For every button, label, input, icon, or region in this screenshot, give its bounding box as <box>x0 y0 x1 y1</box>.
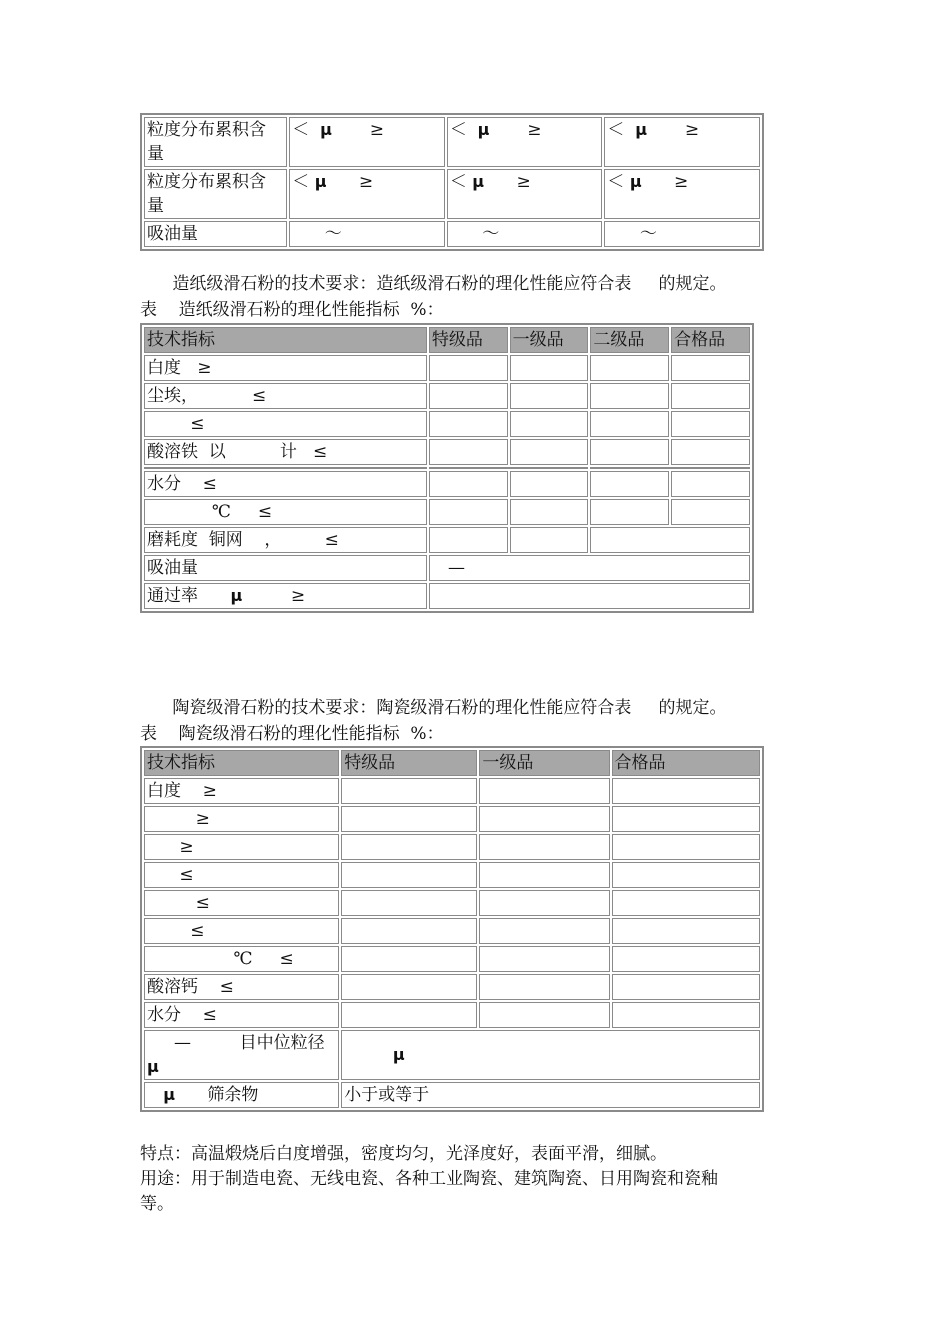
table-row <box>144 439 750 465</box>
column-header: 特级品 <box>341 750 477 776</box>
table-row <box>144 467 750 469</box>
table-row <box>144 471 750 497</box>
table-row <box>144 583 750 609</box>
table-row <box>144 355 750 381</box>
row-label: 磨耗度 铜网 ， ≤ <box>144 527 427 553</box>
table-row <box>144 117 760 167</box>
table-row <box>144 974 760 1000</box>
row-label: 水分 ≤ <box>144 471 427 497</box>
table3 <box>140 746 764 1112</box>
table-row <box>144 918 760 944</box>
row-label: ≥ <box>144 806 339 832</box>
table-row <box>144 169 760 219</box>
table-row <box>144 383 750 409</box>
table-cell: ～ <box>604 221 760 247</box>
micro-symbol: μ <box>477 120 490 139</box>
row-label: 尘埃， ≤ <box>144 383 427 409</box>
table-row <box>144 499 750 525</box>
column-header: 一级品 <box>479 750 609 776</box>
table-cell: ＜ μ ≥ <box>604 169 760 219</box>
row-label: 酸溶铁 以 计 ≤ <box>144 439 427 465</box>
table-row <box>144 1082 760 1108</box>
median-size-value <box>341 1030 760 1080</box>
table-header-row <box>144 327 750 353</box>
ceramic-grade-table-caption: 表 陶瓷级滑石粉的理化性能指标 %： <box>140 724 444 744</box>
row-label: ℃ ≤ <box>144 946 339 972</box>
usage-text-line1: 用途：用于制造电瓷、无线电瓷、各种工业陶瓷、建筑陶瓷、日用陶瓷和瓷釉 <box>140 1169 718 1189</box>
row-label: 酸溶钙 ≤ <box>144 974 339 1000</box>
table-row <box>144 527 750 553</box>
row-label: ≤ <box>144 862 339 888</box>
table-row <box>144 1030 760 1080</box>
micro-symbol: μ <box>147 1057 159 1076</box>
table-row <box>144 890 760 916</box>
row-label: 吸油量 <box>144 555 427 581</box>
column-header: 技术指标 <box>144 750 339 776</box>
column-header: 技术指标 <box>144 327 427 353</box>
table-cell: ＜ μ ≥ <box>289 117 445 167</box>
row-label: ≤ <box>144 411 427 437</box>
row-label: 吸油量 <box>144 221 287 247</box>
column-header: 合格品 <box>612 750 760 776</box>
table-row <box>144 555 750 581</box>
row-label: 粒度分布累积含 量 <box>144 117 287 167</box>
row-label: 白度 ≥ <box>144 355 427 381</box>
row-label: 白度 ≥ <box>144 778 339 804</box>
micro-symbol: μ <box>163 1085 175 1104</box>
features-text: 特点：高温煅烧后白度增强，密度均匀，光泽度好，表面平滑，细腻。 <box>140 1144 667 1164</box>
row-label: 粒度分布累积含 量 <box>144 169 287 219</box>
table-cell: ＜ μ ≥ <box>604 117 760 167</box>
table-cell: ～ <box>447 221 603 247</box>
table-row <box>144 221 760 247</box>
table-row <box>144 1002 760 1028</box>
sieve-residue-label: μ 筛余物 <box>144 1082 339 1108</box>
row-label: ℃ ≤ <box>144 499 427 525</box>
oil-absorption-value: — <box>429 555 750 581</box>
table2 <box>140 323 754 613</box>
micro-symbol: μ <box>629 172 642 191</box>
table-cell: ～ <box>289 221 445 247</box>
table-row <box>144 806 760 832</box>
table-row <box>144 946 760 972</box>
table-row <box>144 411 750 437</box>
usage-text-line2: 等。 <box>140 1194 174 1214</box>
table-row <box>144 834 760 860</box>
micro-symbol: μ <box>392 1045 405 1064</box>
column-header: 合格品 <box>671 327 750 353</box>
row-label <box>144 467 427 469</box>
column-header: 一级品 <box>510 327 589 353</box>
table-cell: ＜ μ ≥ <box>447 169 603 219</box>
row-label: ≤ <box>144 918 339 944</box>
sieve-residue-value: 小于或等于 <box>341 1082 760 1108</box>
table-paper-grade <box>140 323 754 613</box>
table-particle-distribution <box>140 113 764 251</box>
table-cell: ＜ μ ≥ <box>447 117 603 167</box>
table-ceramic-grade <box>140 746 764 1112</box>
paper-grade-requirement: 造纸级滑石粉的技术要求：造纸级滑石粉的理化性能应符合表 的规定。 <box>140 274 727 294</box>
table-row <box>144 778 760 804</box>
micro-symbol: μ <box>635 120 647 139</box>
micro-symbol: μ <box>320 120 332 139</box>
ceramic-grade-requirement: 陶瓷级滑石粉的技术要求：陶瓷级滑石粉的理化性能应符合表 的规定。 <box>140 698 727 718</box>
column-header: 二级品 <box>590 327 669 353</box>
micro-symbol: μ <box>314 172 327 191</box>
row-label: ≤ <box>144 890 339 916</box>
micro-symbol: μ <box>472 172 485 191</box>
paper-grade-table-caption: 表 造纸级滑石粉的理化性能指标 %： <box>140 300 444 320</box>
table1 <box>140 113 764 251</box>
table-header-row <box>144 750 760 776</box>
row-label: 水分 ≤ <box>144 1002 339 1028</box>
table-row <box>144 862 760 888</box>
table-cell: ＜ μ ≥ <box>289 169 445 219</box>
column-header: 特级品 <box>429 327 508 353</box>
median-size-label: — 目中位粒径 μ <box>144 1030 339 1080</box>
row-label: 通过率 μ ≥ <box>144 583 427 609</box>
row-label: ≥ <box>144 834 339 860</box>
micro-symbol: μ <box>230 586 243 605</box>
